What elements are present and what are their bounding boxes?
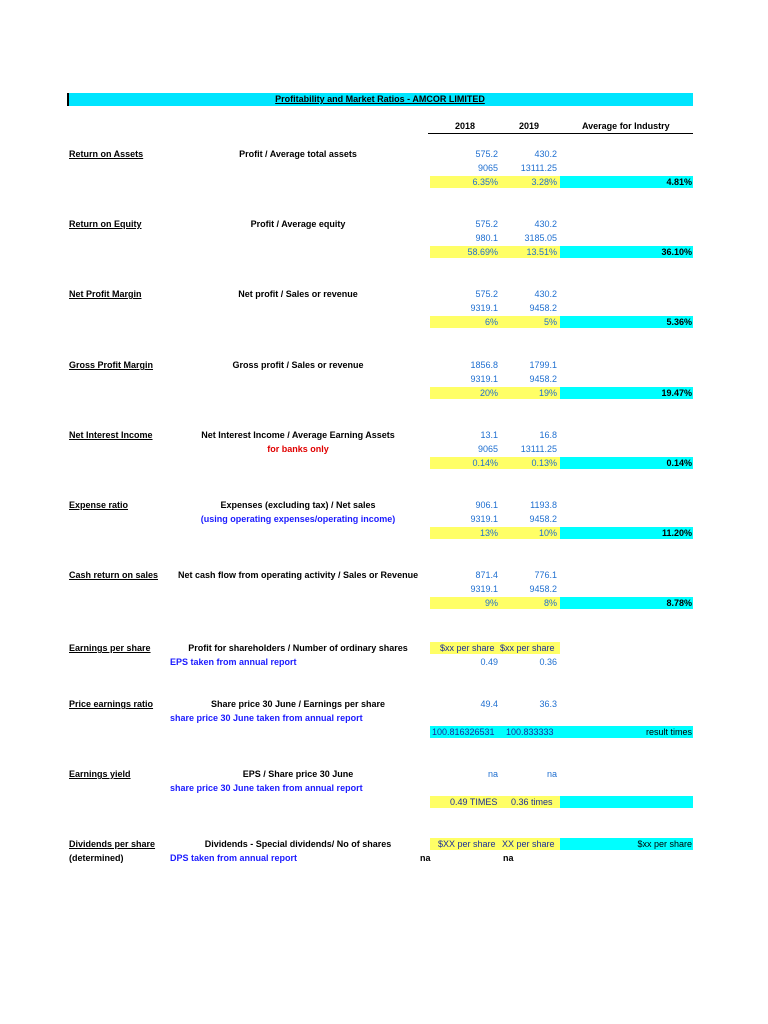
result-2019: 3.28% (531, 177, 557, 187)
numerator-2019: 1193.8 (530, 500, 557, 510)
ey-note: share price 30 June taken from annual report (170, 783, 363, 793)
denominator-2018: 9319.1 (470, 303, 498, 313)
result-2019: 19% (538, 388, 557, 398)
industry-average: 19.47% (661, 388, 692, 398)
pe-result-2019: 100.833333 (506, 727, 554, 737)
ratio-formula: Gross profit / Sales or revenue (232, 360, 364, 370)
ey-industry-highlight (560, 796, 693, 808)
dps-industry: $xx per share (637, 839, 692, 849)
ey-formula: EPS / Share price 30 June (242, 769, 354, 779)
pe-note: share price 30 June taken from annual report (170, 713, 363, 723)
pe-price-2018: 49.4 (480, 699, 498, 709)
numerator-2018: 906.1 (475, 500, 498, 510)
numerator-2019: 430.2 (534, 219, 557, 229)
numerator-2018: 1856.8 (470, 360, 498, 370)
dps-unit-2018: $XX per share (438, 839, 496, 849)
industry-average: 5.36% (666, 317, 692, 327)
ratio-label: Return on Equity (69, 219, 142, 229)
industry-average: 4.81% (666, 177, 692, 187)
eps-note: EPS taken from annual report (170, 657, 297, 667)
pe-label: Price earnings ratio (69, 699, 154, 709)
ratio-label: Return on Assets (69, 149, 144, 159)
eps-formula: Profit for shareholders / Number of ordinary shares (188, 643, 408, 653)
ratio-note: (using operating expenses/operating income) (200, 514, 396, 524)
ratio-formula: Net cash flow from operating activity / Sales or Revenue (178, 570, 419, 580)
dps-note: DPS taken from annual report (170, 853, 298, 863)
numerator-2018: 13.1 (480, 430, 498, 440)
denominator-2019: 9458.2 (529, 374, 557, 384)
denominator-2018: 980.1 (475, 233, 498, 243)
ratio-formula: Net profit / Sales or revenue (238, 289, 358, 299)
numerator-2019: 16.8 (539, 430, 557, 440)
denominator-2018: 9319.1 (470, 374, 498, 384)
ratio-label: Expense ratio (69, 500, 129, 510)
ratio-label: Net Interest Income (69, 430, 153, 440)
result-2018: 20% (479, 388, 498, 398)
denominator-2019: 13111.25 (520, 444, 557, 454)
numerator-2019: 776.1 (534, 570, 557, 580)
eps-value-2019: 0.36 (539, 657, 557, 667)
header-underline (428, 133, 693, 134)
numerator-2018: 575.2 (475, 149, 498, 159)
pe-result-2018: 100.816326531 (432, 727, 495, 737)
denominator-2019: 9458.2 (529, 584, 557, 594)
ratio-note: for banks only (267, 444, 329, 454)
ey-label: Earnings yield (69, 769, 131, 779)
eps-value-2018: 0.49 (480, 657, 498, 667)
ratio-formula: Profit / Average total assets (239, 149, 357, 159)
eps-unit-2019: $xx per share (500, 643, 555, 653)
industry-average: 0.14% (666, 458, 692, 468)
ey-value-2019: na (546, 769, 557, 779)
pe-industry: result times (645, 727, 692, 737)
ratio-formula: Expenses (excluding tax) / Net sales (220, 500, 376, 510)
numerator-2018: 575.2 (475, 219, 498, 229)
denominator-2019: 9458.2 (529, 303, 557, 313)
denominator-2018: 9319.1 (470, 514, 498, 524)
dps-formula: Dividends - Special dividends/ No of shares (204, 839, 392, 849)
denominator-2018: 9065 (477, 444, 498, 454)
denominator-2018: 9319.1 (470, 584, 498, 594)
dps-label: Dividends per share (69, 839, 156, 849)
result-2019: 0.13% (531, 458, 557, 468)
eps-unit-2018: $xx per share (440, 643, 495, 653)
ey-result-2019: 0.36 times (511, 797, 553, 807)
result-2019: 13.51% (526, 247, 557, 257)
denominator-2019: 9458.2 (529, 514, 557, 524)
ratio-label: Net Profit Margin (69, 289, 142, 299)
pe-price-2019: 36.3 (539, 699, 557, 709)
ey-value-2018: na (487, 769, 498, 779)
page-title: Profitability and Market Ratios - AMCOR LIMITED (275, 94, 485, 104)
result-2019: 10% (538, 528, 557, 538)
industry-average: 8.78% (666, 598, 692, 608)
result-2018: 6% (484, 317, 498, 327)
denominator-2019: 13111.25 (520, 163, 557, 173)
industry-average: 36.10% (661, 247, 692, 257)
result-2018: 0.14% (472, 458, 498, 468)
denominator-2018: 9065 (477, 163, 498, 173)
result-2019: 8% (543, 598, 557, 608)
result-2018: 6.35% (472, 177, 498, 187)
result-2019: 5% (543, 317, 557, 327)
dps-unit-2019: XX per share (502, 839, 555, 849)
industry-average: 11.20% (661, 528, 692, 538)
header-2019: 2019 (519, 121, 540, 131)
numerator-2018: 575.2 (475, 289, 498, 299)
header-2018: 2018 (455, 121, 476, 131)
ratio-label: Cash return on sales (69, 570, 159, 580)
denominator-2019: 3185.05 (524, 233, 557, 243)
pe-formula: Share price 30 June / Earnings per share (210, 699, 386, 709)
numerator-2018: 871.4 (475, 570, 498, 580)
ratio-formula: Net Interest Income / Average Earning Assets (201, 430, 395, 440)
dps-sublabel: (determined) (69, 853, 124, 863)
numerator-2019: 430.2 (534, 289, 557, 299)
header-industry: Average for Industry (582, 121, 670, 131)
numerator-2019: 430.2 (534, 149, 557, 159)
eps-label: Earnings per share (69, 643, 151, 653)
ratio-formula: Profit / Average equity (250, 219, 346, 229)
dps-value-2018: na (420, 853, 431, 863)
ratio-label: Gross Profit Margin (69, 360, 154, 370)
ey-result-2018: 0.49 TIMES (450, 797, 498, 807)
result-2018: 58.69% (467, 247, 498, 257)
numerator-2019: 1799.1 (529, 360, 557, 370)
result-2018: 13% (479, 528, 498, 538)
dps-value-2019: na (503, 853, 514, 863)
result-2018: 9% (484, 598, 498, 608)
